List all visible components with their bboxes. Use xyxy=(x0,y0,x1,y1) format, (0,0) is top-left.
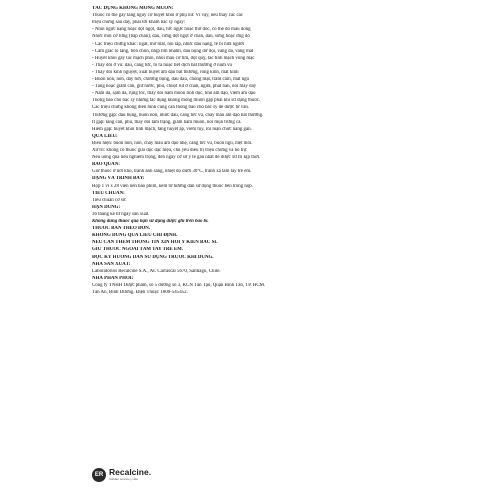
leaflet-text-line: Thông báo cho bác sỹ những tác dụng không mong muốn gặp phải khi sử dụng thuốc. xyxy=(92,98,261,104)
leaflet-text-line: - Các triệu chứng khác: ngất, mờ mắt, nói lắp, nhức đầu nặng, tê bì nửa người xyxy=(92,41,245,47)
leaflet-text-line: - Tăng hoặc giảm cân, giữ nước, phù, chuột rút ở chân, ngứa, phát ban, nổi mày đay xyxy=(92,84,257,90)
leaflet-text-line: Hộp 1 vỉ x 28 viên nén bao phim, kèm tờ hướng dẫn sử dụng thuốc bên trong hộp. xyxy=(92,183,253,189)
leaflet-text-line: - Nám da, sạm da, rụng tóc, thay đổi ham muốn tình dục, khô âm đạo, viêm âm đạo xyxy=(92,91,256,97)
leaflet-text-line: Giữ thuốc ở nơi khô, tránh ánh sáng, nhiệt độ dưới 30°C, tránh xa tầm tay trẻ em. xyxy=(92,169,252,175)
leaflet-text-line: Các triệu chứng không điển hình cũng cần thông báo cho bác sỹ để được tư vấn. xyxy=(92,105,250,111)
leaflet-text-line: triệu chứng sau đây, phải tới khám bác sỹ ngay: xyxy=(92,20,186,26)
leaflet-text-line: Laboratorios Recalcine S.A., Av. Carrascal 5670, Santiago, Chile. xyxy=(92,268,221,274)
leaflet-text-line: - Nhói ngực nặng hoặc đột ngột, đau, tức ngực hoặc thở dốc, có thể do máu đông xyxy=(92,27,251,33)
leaflet-text-line: 36 tháng kể từ ngày sản xuất. xyxy=(92,211,150,217)
section-heading: QUÁ LIỀU: xyxy=(92,133,118,139)
leaflet-text-line: - Huyết khối gây tắc mạch phổi, nhồi máu cơ tim, đột quỵ, tắc tĩnh mạch võng mạc xyxy=(92,55,255,61)
section-heading: NHÀ PHÂN PHỐI: xyxy=(92,275,134,281)
leaflet-text-line: Tiêu chuẩn cơ sở. xyxy=(92,197,127,203)
leaflet-text-line: - Thay đổi ở vú: đau, căng tức, to ra hoặc tiết dịch bất thường ở núm vú xyxy=(92,62,232,68)
manufacturer-logo xyxy=(92,467,162,483)
logo-wordmark: Recalcine. xyxy=(109,467,152,477)
section-heading: TIÊU CHUẨN: xyxy=(92,190,125,196)
leaflet-text-line: Biểu hiện: buồn nôn, nôn, chảy máu âm đạo nhẹ, căng tức vú, buồn ngủ, mệt mỏi. xyxy=(92,140,253,146)
leaflet-text-line: Tân An, Bình Dương. Điện Thoại: 1800-545452. xyxy=(92,290,188,295)
section-heading: NẾU CẦN THÊM THÔNG TIN XIN HỎI Ý KIẾN BÁC SĨ. xyxy=(92,240,218,246)
leaflet-text-line: Công ty TNHH Dược phẩm, số 5 đường số 3, KCN Tân Tạo, Quận Bình Tân, TP. HCM. xyxy=(92,282,266,288)
section-heading: ĐỌC KỸ HƯỚNG DẪN SỬ DỤNG TRƯỚC KHI DÙNG. xyxy=(92,254,214,260)
leaflet-text-line: Nếu uống quá liều nghiêm trọng, đến ngay cơ sở y tế gần nhất để được xử trí kịp thời. xyxy=(92,155,261,161)
section-heading: THUỐC BÁN THEO ĐƠN. xyxy=(92,226,151,232)
section-heading: BẢO QUẢN: xyxy=(92,162,120,168)
leaflet-text-line: Nhức mỏi cơ lưng (bắp chân), đau, cứng đột ngột ở chân, đau, sưng hoặc ửng đỏ xyxy=(92,34,250,40)
section-heading: DẠNG VÀ TRÌNH BÀY: xyxy=(92,176,145,182)
leaflet-text-line: Thuốc có thể gây tăng nguy cơ huyết khối ở phụ nữ. Vì vậy, nếu thấy các các xyxy=(92,13,243,19)
logo-badge-icon: ER xyxy=(92,468,106,482)
section-heading: HẠN DÙNG: xyxy=(92,204,121,210)
section-heading: NHÀ SẢN XUẤT: xyxy=(92,261,131,267)
logo-tagline: Calidad, servicio y vida xyxy=(109,477,138,481)
section-heading: TÁC DỤNG KHÔNG MONG MUỐN: xyxy=(92,6,174,11)
leaflet-text-line: Ít gặp: tăng cân, phù, thay đổi tâm trạng, giảm ham muốn, nổi mụn trứng cá. xyxy=(92,119,242,125)
leaflet-text-line: - Buồn nôn, nôn, đầy hơi, chướng bụng, đau đầu, chóng mặt, trầm cảm, mất ngủ xyxy=(92,77,249,82)
leaflet-text-line: Không dùng thuốc quá hạn sử dụng được ghi trên bao bì. xyxy=(92,219,209,224)
leaflet-text-line: Thường gặp: đau bụng, buồn nôn, nhức đầu, căng tức vú, chảy máu âm đạo bất thường. xyxy=(92,112,264,118)
leaflet-text-line: - Cảm giác lo lắng, bồn chồn, nhịp tim nhanh, đau bụng dữ dội, vàng da, vàng mắt xyxy=(92,48,254,54)
leaflet-text-line: Hiếm gặp: huyết khối tĩnh mạch, tăng huyết áp, viêm tụy, rối loạn chức năng gan. xyxy=(92,126,252,132)
leaflet-text-line: - Thay đổi kinh nguyệt, xuất huyết âm đạo bất thường, rong kinh, mất kinh xyxy=(92,69,239,75)
section-heading: GIỮ THUỐC NGOÀI TẦM TAY TRẺ EM. xyxy=(92,247,183,253)
section-heading: KHÔNG DÙNG QUÁ LIỀU CHỈ ĐỊNH. xyxy=(92,233,178,239)
leaflet-text-line: Xử trí: không có thuốc giải độc đặc hiệu, chủ yếu điều trị triệu chứng và hỗ trợ. xyxy=(92,148,248,153)
